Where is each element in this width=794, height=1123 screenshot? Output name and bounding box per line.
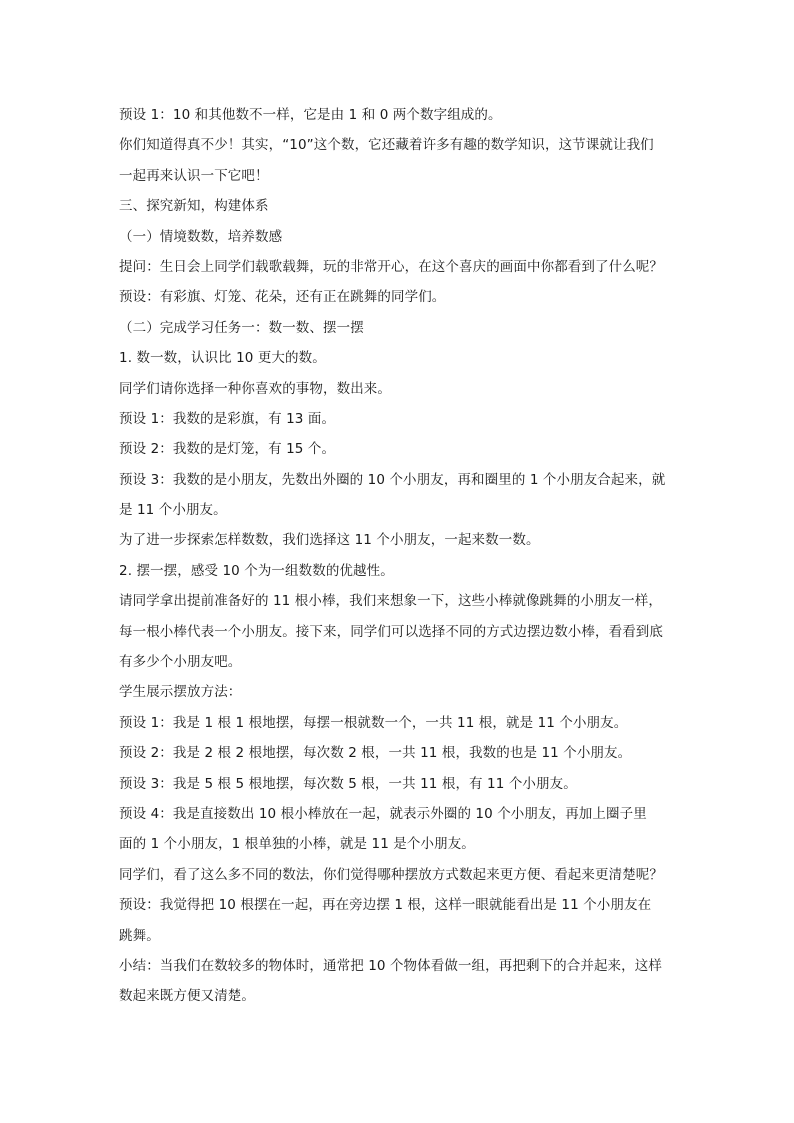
text-line: 同学们，看了这么多不同的数法，你们觉得哪种摆放方式数起来更方便、看起来更清楚呢？ [119,866,663,883]
text-line: 预设 1：我是 1 根 1 根地摆，每摆一根就数一个，一共 11 根，就是 11 个小朋友。 [119,714,628,731]
numbered-item: 2. 摆一摆，感受 10 个为一组数数的优越性。 [119,562,394,579]
text-line: 预设 3：我是 5 根 5 根地摆，每次数 5 根，一共 11 根，有 11 个小朋友。 [119,775,577,792]
text-line: 是 11 个小朋友。 [119,502,227,519]
text-line: 有多少个小朋友吧。 [119,654,242,671]
text-line: 预设：我觉得把 10 根摆在一起，再在旁边摆 1 根，这样一眼就能看出是 11 个小朋友在 [119,897,652,914]
text-line: 每一根小棒代表一个小朋友。接下来，同学们可以选择不同的方式边摆边数小棒，看看到底 [119,623,663,640]
text-line: 同学们请你选择一种你喜欢的事物，数出来。 [119,380,391,397]
text-line: 预设 1：10 和其他数不一样，它是由 1 和 0 两个数字组成的。 [119,107,502,123]
text-line: 预设 1：我数的是彩旗，有 13 面。 [119,410,336,427]
subsection-heading: （一）情境数数，培养数感 [119,228,283,245]
text-line: 预设：有彩旗、灯笼、花朵，还有正在跳舞的同学们。 [119,289,446,306]
text-line: 提问：生日会上同学们载歌载舞，玩的非常开心，在这个喜庆的画面中你都看到了什么呢？ [119,258,663,275]
numbered-item: 1. 数一数，认识比 10 更大的数。 [119,350,326,367]
text-line: 预设 2：我数的是灯笼，有 15 个。 [119,441,336,458]
text-line: 预设 2：我是 2 根 2 根地摆，每次数 2 根，一共 11 根，我数的也是 11 个小朋友。 [119,745,632,762]
text-line: 一起再来认识一下它吧！ [119,167,269,184]
subsection-heading: （二）完成学习任务一：数一数、摆一摆 [119,319,364,336]
text-line: 预设 4：我是直接数出 10 根小棒放在一起，就表示外圈的 10 个小朋友，再加上圈子里 [119,805,647,822]
text-line: 面的 1 个小朋友，1 根单独的小棒，就是 11 是个小朋友。 [119,836,475,853]
section-heading: 三、探究新知，构建体系 [119,198,269,215]
text-line: 数起来既方便又清楚。 [119,988,255,1005]
text-line: 为了进一步探索怎样数数，我们选择这 11 个小朋友，一起来数一数。 [119,532,540,549]
text-line: 跳舞。 [119,927,160,944]
document-page [119,100,679,1012]
text-line: 学生展示摆放方法： [119,684,242,701]
text-line: 小结：当我们在数较多的物体时，通常把 10 个物体看做一组，再把剩下的合并起来，这样 [119,957,662,974]
text-line: 预设 3：我数的是小朋友，先数出外圈的 10 个小朋友，再和圈里的 1 个小朋友合起来，就 [119,471,666,488]
text-line: 请同学拿出提前准备好的 11 根小棒，我们来想象一下，这些小棒就像跳舞的小朋友一样， [119,593,662,610]
text-line: 你们知道得真不少！其实，“10”这个数，它还藏着许多有趣的数学知识，这节课就让我们 [119,137,654,154]
